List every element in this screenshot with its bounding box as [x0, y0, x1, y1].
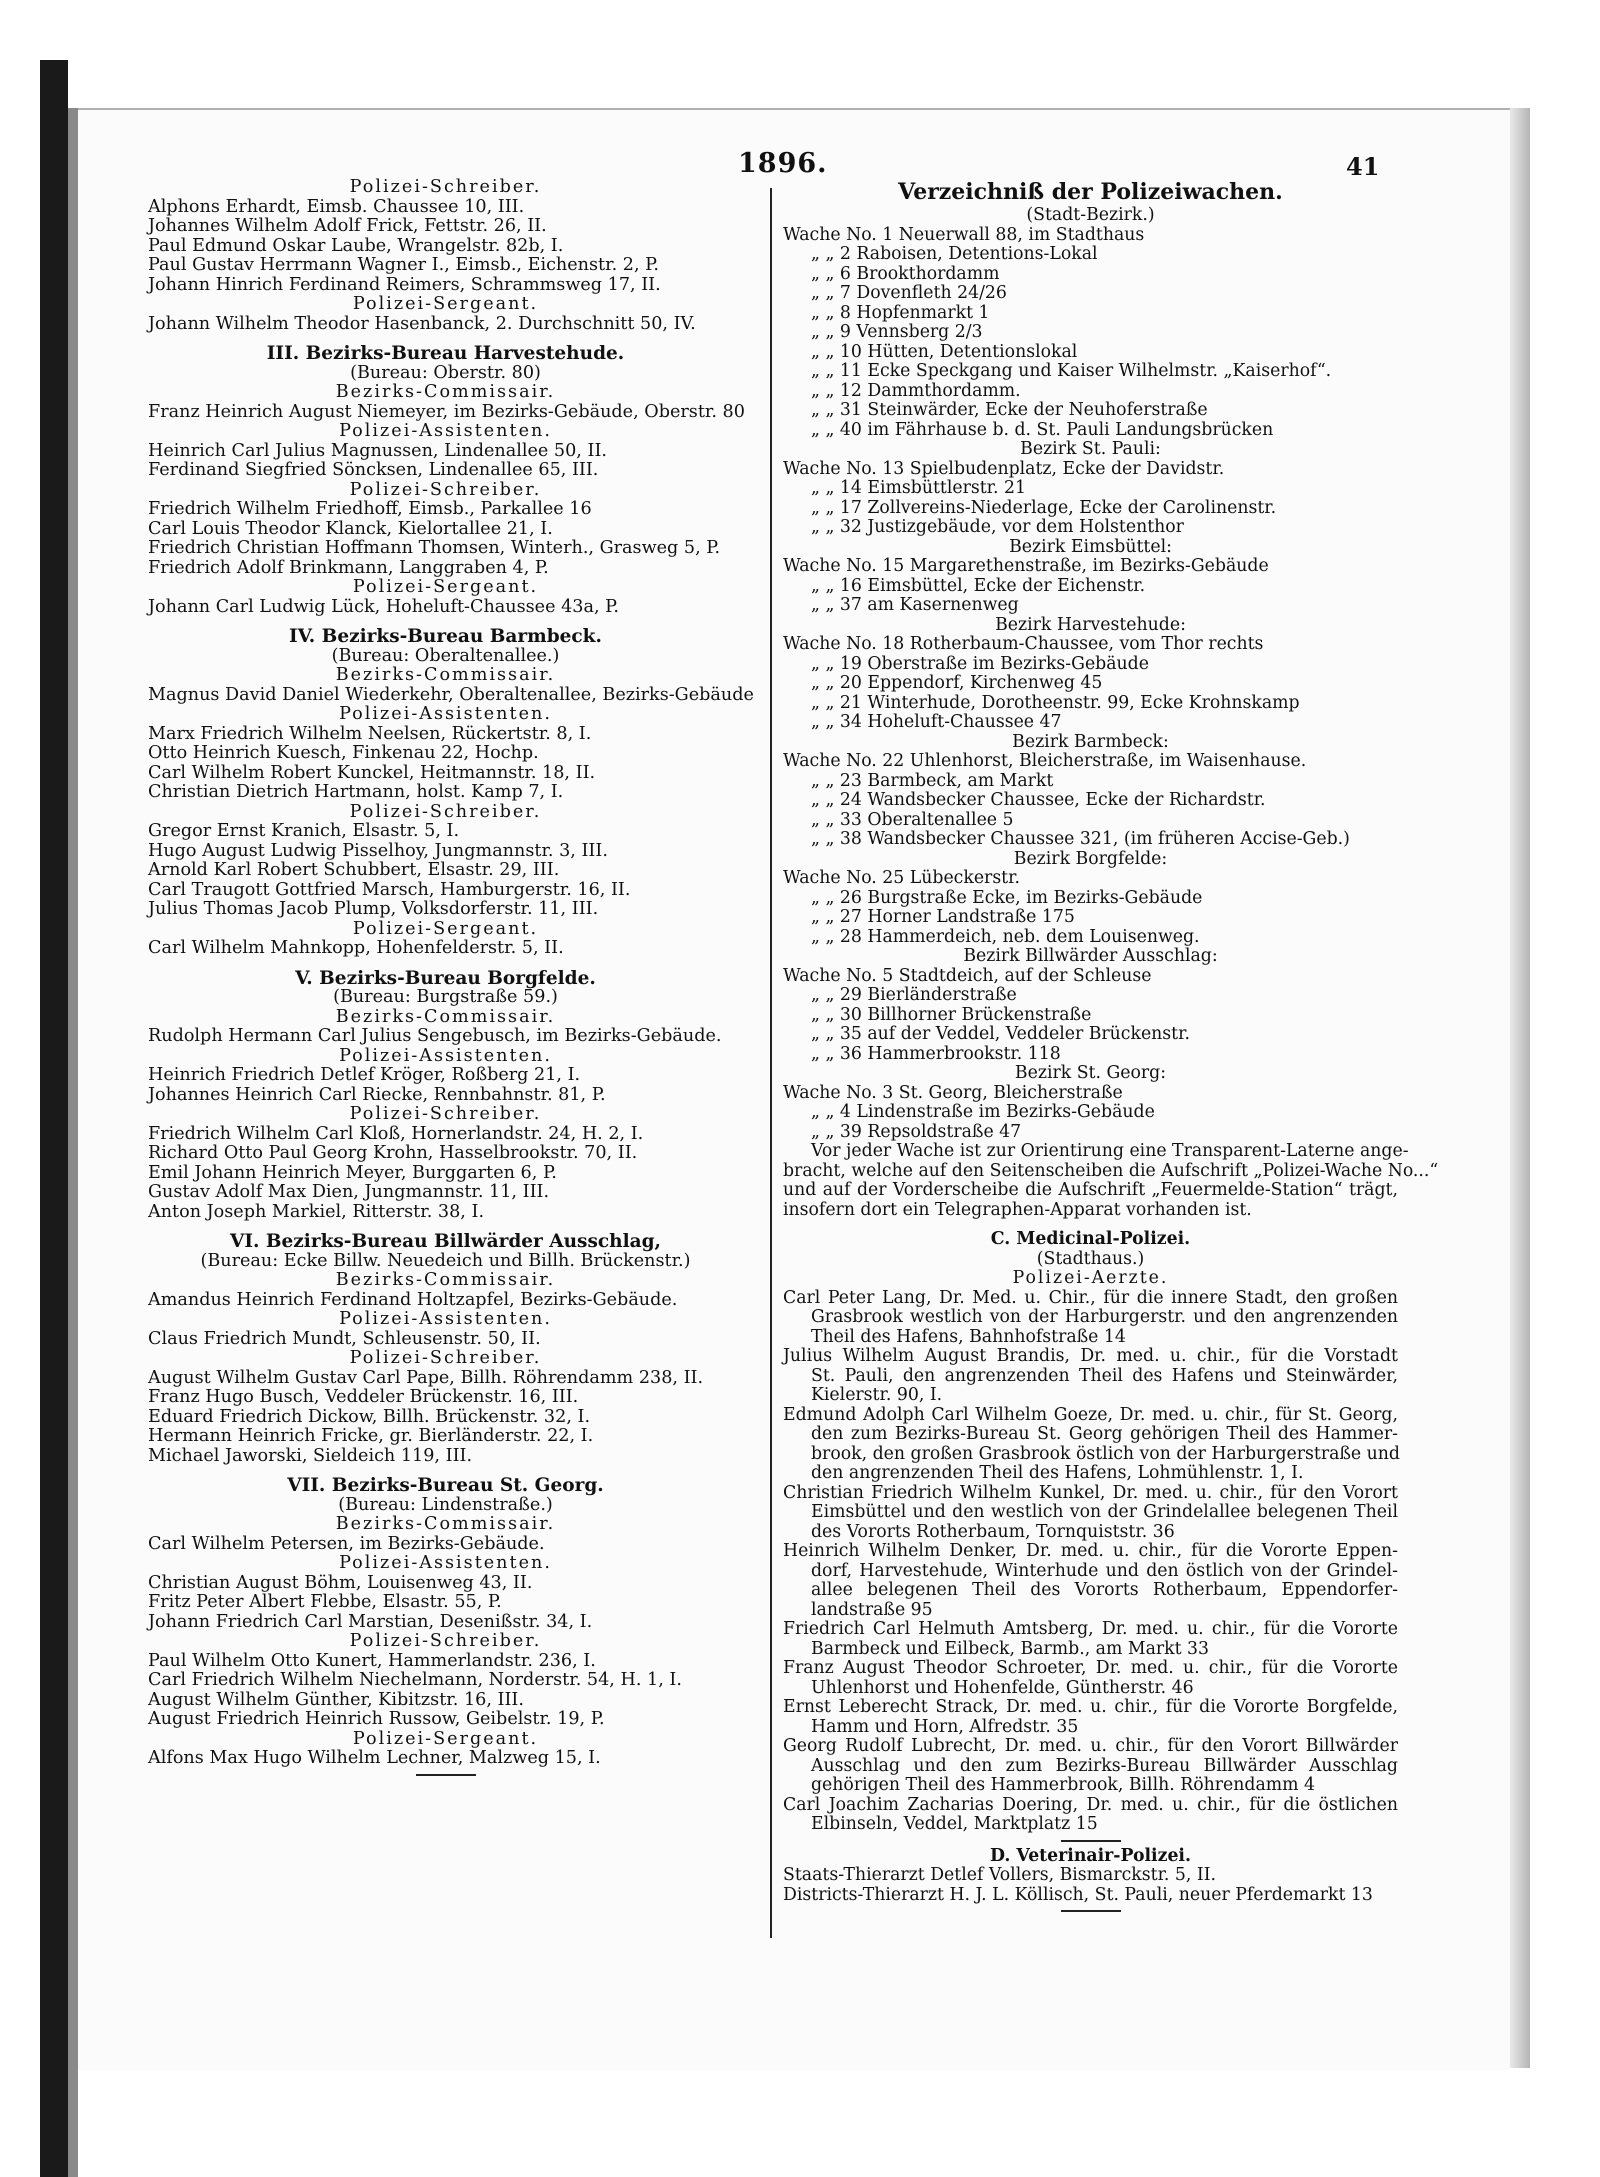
text-line: insofern dort ein Telegraphen-Apparat vorhanden ist.: [783, 1199, 1252, 1220]
text-line: Christian Friedrich Wilhelm Kunkel, Dr. med. u. chir., für den Vorort: [783, 1482, 1398, 1503]
column-divider: [770, 188, 772, 1938]
section-heading: IV. Bezirks-Bureau Barmbeck.: [289, 626, 602, 647]
role-heading: Polizei-Sergeant.: [352, 577, 539, 597]
section-heading: D. Veterinair-Polizei.: [989, 1845, 1192, 1866]
role-heading: Polizei-Assistenten.: [339, 1553, 552, 1573]
text-line: „ „ 33 Oberaltenallee 5: [811, 809, 1014, 830]
text-line: Eimsbüttel und den westlich von der Grindelallee belegenen Theil: [811, 1502, 1398, 1522]
text-line: August Friedrich Heinrich Russow, Geibelstr. 19, P.: [148, 1709, 605, 1729]
text-line: Bezirk Borgfelde:: [1013, 848, 1168, 869]
text-line: den zum Bezirks-Bureau St. Georg gehörigen Theil des Hammer-: [811, 1424, 1398, 1444]
text-line: Hamm und Horn, Alfredstr. 35: [811, 1716, 1079, 1737]
text-line: Ferdinand Siegfried Söncksen, Lindenallee 65, III.: [148, 460, 599, 480]
text-line: (Bureau: Burgstraße 59.): [333, 987, 558, 1007]
section-heading: III. Bezirks-Bureau Harvestehude.: [266, 343, 625, 364]
text-line: Hugo August Ludwig Pisselhoy, Jungmannstr. 3, III.: [148, 840, 608, 861]
text-line: Julius Wilhelm August Brandis, Dr. med. u. chir., für die Vorstadt: [783, 1346, 1398, 1366]
text-line: „ „ 8 Hopfenmarkt 1: [811, 302, 990, 323]
text-line: Ausschlag und den zum Bezirks-Bureau Billwärder Ausschlag: [811, 1755, 1398, 1776]
text-line: „ „ 32 Justizgebäude, vor dem Holstenthor: [811, 517, 1184, 537]
text-line: Bezirk Eimsbüttel:: [1009, 536, 1172, 557]
text-line: Richard Otto Paul Georg Krohn, Hasselbrookstr. 70, II.: [148, 1143, 638, 1163]
text-line: (Bureau: Ecke Billw. Neuedeich und Billh. Brückenstr.): [200, 1250, 691, 1271]
text-line: Alfons Max Hugo Wilhelm Lechner, Malzweg 15, I.: [148, 1748, 601, 1768]
text-line: Bezirk St. Pauli:: [1020, 439, 1161, 459]
text-line: „ „ 14 Eimsbüttlerstr. 21: [811, 478, 1027, 498]
text-line: Heinrich Friedrich Detlef Kröger, Roßberg 21, I.: [148, 1065, 581, 1085]
text-line: Eduard Friedrich Dickow, Billh. Brückenstr. 32, I.: [148, 1406, 591, 1427]
left-column: [148, 177, 754, 1781]
text-line: Franz Heinrich August Niemeyer, im Bezirks-Gebäude, Oberstr. 80: [148, 401, 745, 422]
text-line: „ „ 21 Winterhude, Dorotheenstr. 99, Ecke Krohnskamp: [811, 692, 1300, 713]
text-line: Alphons Erhardt, Eimsb. Chaussee 10, III.: [148, 196, 525, 217]
text-line: den angrenzenden Theil des Hafens, Lohmühlenstr. 1, I.: [811, 1463, 1304, 1483]
role-heading: Polizei-Sergeant.: [352, 1728, 539, 1749]
text-line: Ernst Leberecht Strack, Dr. med. u. chir., für die Vororte Borgfelde,: [783, 1697, 1398, 1717]
role-heading: Bezirks-Commissair.: [335, 1270, 556, 1290]
text-line: „ „ 10 Hütten, Detentionslokal: [811, 341, 1078, 362]
text-line: August Wilhelm Günther, Kibitzstr. 16, III.: [148, 1689, 524, 1710]
text-line: „ „ 7 Dovenfleth 24/26: [811, 283, 1007, 303]
text-line: „ „ 26 Burgstraße Ecke, im Bezirks-Gebäude: [811, 887, 1203, 908]
text-line: Carl Friedrich Wilhelm Niechelmann, Norderstr. 54, H. 1, I.: [148, 1670, 682, 1690]
text-line: (Stadthaus.): [1036, 1248, 1145, 1269]
text-line: landstraße 95: [811, 1599, 933, 1620]
text-line: Gustav Adolf Max Dien, Jungmannstr. 11, III.: [148, 1182, 550, 1202]
text-line: Elbinseln, Veddel, Marktplatz 15: [811, 1814, 1098, 1834]
text-line: Magnus David Daniel Wiederkehr, Oberaltenallee, Bezirks-Gebäude: [148, 684, 754, 705]
text-line: Grasbrook westlich von der Harburgerstr. und den angrenzenden: [811, 1307, 1398, 1327]
section-heading: VII. Bezirks-Bureau St. Georg.: [287, 1475, 604, 1496]
role-heading: Polizei-Schreiber.: [349, 177, 542, 197]
text-line: Georg Rudolf Lubrecht, Dr. med. u. chir., für den Vorort Billwärder: [783, 1736, 1398, 1756]
text-line: „ „ 23 Barmbeck, am Markt: [811, 770, 1054, 791]
text-line: Wache No. 15 Margarethenstraße, im Bezirks-Gebäude: [783, 556, 1269, 576]
text-line: Carl Wilhelm Mahnkopp, Hohenfelderstr. 5, II.: [148, 938, 564, 958]
text-line: „ „ 12 Dammthordamm.: [811, 380, 1021, 401]
text-line: Heinrich Carl Julius Magnussen, Lindenallee 50, II.: [148, 440, 607, 461]
text-line: Paul Wilhelm Otto Kunert, Hammerlandstr. 236, I.: [148, 1650, 596, 1671]
text-line: Carl Traugott Gottfried Marsch, Hamburgerstr. 16, II.: [148, 879, 631, 900]
role-heading: Polizei-Aerzte.: [1012, 1268, 1169, 1288]
text-line: „ „ 16 Eimsbüttel, Ecke der Eichenstr.: [811, 575, 1146, 596]
text-line: St. Pauli, den angrenzenden Theil des Hafens und Steinwärder,: [811, 1365, 1398, 1386]
text-line: „ „ 2 Raboisen, Detentions-Lokal: [811, 244, 1098, 264]
text-line: Christian August Böhm, Louisenweg 43, II.: [148, 1572, 533, 1593]
text-line: Paul Gustav Herrmann Wagner I., Eimsb., Eichenstr. 2, P.: [148, 255, 659, 275]
text-line: „ „ 29 Bierländerstraße: [811, 985, 1017, 1005]
role-heading: Polizei-Schreiber.: [349, 1104, 542, 1124]
text-line: Anton Joseph Markiel, Ritterstr. 38, I.: [148, 1201, 485, 1222]
text-line: Vor jeder Wache ist zur Orientirung eine Transparent-Laterne ange-: [811, 1141, 1409, 1161]
text-line: „ „ 37 am Kasernenweg: [811, 595, 1019, 615]
text-line: „ „ 31 Steinwärder, Ecke der Neuhoferstraße: [811, 400, 1208, 420]
text-line: (Bureau: Oberstr. 80): [350, 362, 541, 383]
text-line: (Bureau: Oberaltenallee.): [331, 645, 560, 666]
text-line: Johann Carl Ludwig Lück, Hoheluft-Chaussee 43a, P.: [148, 596, 620, 617]
text-line: Friedrich Wilhelm Friedhoff, Eimsb., Parkallee 16: [148, 499, 592, 519]
text-line: „ „ 40 im Fährhause b. d. St. Pauli Landungsbrücken: [811, 419, 1274, 440]
page-header-year: 1896.: [738, 148, 828, 179]
text-line: Wache No. 13 Spielbudenplatz, Ecke der Davidstr.: [783, 458, 1225, 479]
section-heading: C. Medicinal-Polizei.: [990, 1229, 1191, 1249]
role-heading: Polizei-Schreiber.: [349, 1631, 542, 1651]
role-heading: Polizei-Assistenten.: [339, 1045, 552, 1066]
text-line: Districts-Thierarzt H. J. L. Köllisch, St. Pauli, neuer Pferdemarkt 13: [783, 1884, 1373, 1905]
role-heading: Polizei-Assistenten.: [339, 1309, 552, 1329]
text-line: „ „ 27 Horner Landstraße 175: [811, 907, 1075, 927]
text-line: bracht, welche auf den Seitenscheiben die Aufschrift „Polizei-Wache No...“: [783, 1160, 1439, 1181]
text-line: Claus Friedrich Mundt, Schleusenstr. 50, II.: [148, 1328, 541, 1349]
text-line: (Bureau: Lindenstraße.): [338, 1494, 553, 1515]
text-line: Christian Dietrich Hartmann, holst. Kamp 7, I.: [148, 782, 564, 802]
text-line: Arnold Karl Robert Schubbert, Elsastr. 29, III.: [148, 860, 560, 880]
text-line: Staats-Thierarzt Detlef Vollers, Bismarckstr. 5, II.: [783, 1865, 1217, 1885]
text-line: „ „ 35 auf der Veddel, Veddeler Brückenstr.: [811, 1024, 1190, 1044]
scan-edge-dark: [40, 60, 68, 2177]
text-line: Paul Edmund Oskar Laube, Wrangelstr. 82b, I.: [148, 235, 564, 256]
text-line: „ „ 28 Hammerdeich, neb. dem Louisenweg.: [811, 926, 1200, 947]
text-line: Carl Peter Lang, Dr. Med. u. Chir., für die innere Stadt, den großen: [783, 1287, 1398, 1308]
text-line: Rudolph Hermann Carl Julius Sengebusch, im Bezirks-Gebäude.: [148, 1026, 722, 1046]
section-heading: VI. Bezirks-Bureau Billwärder Ausschlag,: [230, 1231, 661, 1252]
text-line: Johann Wilhelm Theodor Hasenbanck, 2. Durchschnitt 50, IV.: [148, 313, 696, 334]
text-line: Bezirk Barmbeck:: [1012, 731, 1169, 752]
text-line: Wache No. 22 Uhlenhorst, Bleicherstraße, im Waisenhause.: [783, 751, 1307, 771]
rule-divider: [783, 1905, 1398, 1917]
text-line: des Vororts Rotherbaum, Tornquiststr. 36: [811, 1521, 1175, 1542]
text-line: (Stadt-Bezirk.): [1026, 205, 1155, 225]
role-heading: Polizei-Sergeant.: [352, 918, 539, 939]
text-line: Carl Joachim Zacharias Doering, Dr. med. u. chir., für die östlichen: [783, 1794, 1398, 1815]
text-line: und auf der Vorderscheibe die Aufschrift „Feuermelde-Station“ trägt,: [783, 1180, 1398, 1200]
text-line: Johann Friedrich Carl Marstian, Desenißstr. 34, I.: [148, 1611, 593, 1632]
text-line: Wache No. 3 St. Georg, Bleicherstraße: [783, 1082, 1123, 1103]
text-line: „ „ 39 Repsoldstraße 47: [811, 1121, 1022, 1142]
role-heading: Polizei-Schreiber.: [349, 801, 542, 822]
right-column: [783, 178, 1439, 1917]
role-heading: Polizei-Assistenten.: [339, 421, 552, 441]
text-line: Hermann Heinrich Fricke, gr. Bierländerstr. 22, I.: [148, 1426, 594, 1446]
text-line: „ „ 17 Zollvereins-Niederlage, Ecke der Carolinenstr.: [811, 497, 1277, 518]
role-heading: Bezirks-Commissair.: [335, 665, 556, 685]
text-line: Carl Wilhelm Petersen, im Bezirks-Gebäude.: [148, 1533, 545, 1554]
text-line: Friedrich Carl Helmuth Amtsberg, Dr. med. u. chir., für die Vororte: [783, 1619, 1398, 1639]
text-line: Emil Johann Heinrich Meyer, Burggarten 6, P.: [148, 1162, 557, 1183]
scan-edge-gray: [68, 108, 78, 2177]
text-line: Carl Louis Theodor Klanck, Kielortallee 21, I.: [148, 518, 553, 539]
text-line: „ „ 11 Ecke Speckgang und Kaiser Wilhelmstr. „Kaiserhof“.: [811, 361, 1332, 381]
text-line: Heinrich Wilhelm Denker, Dr. med. u. chir., für die Vororte Eppen-: [783, 1541, 1398, 1561]
text-line: Bezirk St. Georg:: [1014, 1063, 1167, 1083]
text-line: Kielerstr. 90, I.: [811, 1385, 943, 1405]
text-line: Friedrich Wilhelm Carl Kloß, Hornerlandstr. 24, H. 2, I.: [148, 1123, 644, 1144]
text-line: Johannes Heinrich Carl Riecke, Rennbahnstr. 81, P.: [148, 1084, 606, 1105]
text-line: „ „ 4 Lindenstraße im Bezirks-Gebäude: [811, 1102, 1155, 1122]
text-line: Bezirk Harvestehude:: [995, 614, 1186, 635]
text-line: „ „ 24 Wandsbecker Chaussee, Ecke der Richardstr.: [811, 790, 1266, 810]
text-line: Gregor Ernst Kranich, Elsastr. 5, I.: [148, 821, 460, 841]
text-line: Wache No. 1 Neuerwall 88, im Stadthaus: [783, 224, 1145, 245]
role-heading: Polizei-Sergeant.: [352, 294, 539, 314]
text-line: Wache No. 25 Lübeckerstr.: [783, 868, 1020, 888]
role-heading: Polizei-Schreiber.: [349, 1348, 542, 1368]
text-line: „ „ 34 Hoheluft-Chaussee 47: [811, 712, 1062, 732]
text-line: Franz August Theodor Schroeter, Dr. med. u. chir., für die Vororte: [783, 1658, 1398, 1678]
text-line: Edmund Adolph Carl Wilhelm Goeze, Dr. med. u. chir., für St. Georg,: [783, 1404, 1398, 1425]
text-line: Johann Hinrich Ferdinand Reimers, Schrammsweg 17, II.: [148, 274, 661, 295]
text-line: Uhlenhorst und Hohenfelde, Güntherstr. 46: [811, 1677, 1194, 1698]
text-line: Otto Heinrich Kuesch, Finkenau 22, Hochp.: [148, 743, 539, 763]
text-line: „ „ 20 Eppendorf, Kirchenweg 45: [811, 673, 1103, 693]
text-line: gehörigen Theil des Hammerbrook, Billh. Röhrendamm 4: [811, 1775, 1316, 1795]
text-line: Wache No. 18 Rotherbaum-Chaussee, vom Thor rechts: [783, 634, 1264, 654]
page-right-shadow: [1510, 108, 1530, 2068]
text-line: Michael Jaworski, Sieldeich 119, III.: [148, 1445, 473, 1466]
text-line: Fritz Peter Albert Flebbe, Elsastr. 55, P.: [148, 1592, 502, 1612]
role-heading: Bezirks-Commissair.: [335, 382, 556, 402]
section-heading: Verzeichniß der Polizeiwachen.: [898, 179, 1283, 205]
role-heading: Bezirks-Commissair.: [335, 1514, 556, 1534]
text-line: Johannes Wilhelm Adolf Frick, Fettstr. 26, II.: [148, 216, 547, 236]
text-line: „ „ 38 Wandsbecker Chaussee 321, (im früheren Accise-Geb.): [811, 829, 1350, 849]
text-line: „ „ 30 Billhorner Brückenstraße: [811, 1004, 1092, 1025]
rule-divider: [783, 1835, 1398, 1847]
text-line: Julius Thomas Jacob Plump, Volksdorferstr. 11, III.: [148, 899, 599, 919]
text-line: Barmbeck und Eilbeck, Barmb., am Markt 33: [811, 1638, 1210, 1659]
text-line: Wache No. 5 Stadtdeich, auf der Schleuse: [783, 965, 1152, 986]
text-line: Theil des Hafens, Bahnhofstraße 14: [811, 1326, 1126, 1347]
spacer: [148, 959, 743, 969]
text-line: Friedrich Adolf Brinkmann, Langgraben 4, P.: [148, 557, 549, 578]
text-line: allee belegenen Theil des Vororts Rotherbaum, Eppendorfer-: [811, 1580, 1398, 1600]
text-line: August Wilhelm Gustav Carl Pape, Billh. Röhrendamm 238, II.: [148, 1367, 704, 1388]
role-heading: Bezirks-Commissair.: [335, 1006, 556, 1027]
section-heading: V. Bezirks-Bureau Borgfelde.: [295, 967, 596, 989]
role-heading: Polizei-Schreiber.: [349, 479, 542, 500]
text-line: brook, den großen Grasbrook östlich von der Harburgerstraße und: [811, 1443, 1400, 1464]
text-line: „ „ 19 Oberstraße im Bezirks-Gebäude: [811, 653, 1149, 674]
text-line: Carl Wilhelm Robert Kunckel, Heitmannstr. 18, II.: [148, 762, 596, 783]
text-line: Bezirk Billwärder Ausschlag:: [963, 946, 1218, 966]
text-line: „ „ 6 Brookthordamm: [811, 263, 1000, 284]
text-line: Franz Hugo Busch, Veddeler Brückenstr. 16, III.: [148, 1387, 579, 1407]
text-line: „ „ 36 Hammerbrookstr. 118: [811, 1043, 1061, 1064]
rule-divider: [148, 1769, 743, 1781]
text-line: „ „ 9 Vennsberg 2/3: [811, 322, 983, 342]
text-line: Friedrich Christian Hoffmann Thomsen, Winterh., Grasweg 5, P.: [148, 538, 721, 558]
text-line: dorf, Harvestehude, Winterhude und den östlich von der Grindel-: [811, 1560, 1398, 1581]
text-line: Amandus Heinrich Ferdinand Holtzapfel, Bezirks-Gebäude.: [148, 1289, 678, 1310]
role-heading: Polizei-Assistenten.: [339, 704, 552, 724]
page-number: 41: [1346, 152, 1380, 181]
text-line: Marx Friedrich Wilhelm Neelsen, Rückertstr. 8, I.: [148, 723, 592, 744]
